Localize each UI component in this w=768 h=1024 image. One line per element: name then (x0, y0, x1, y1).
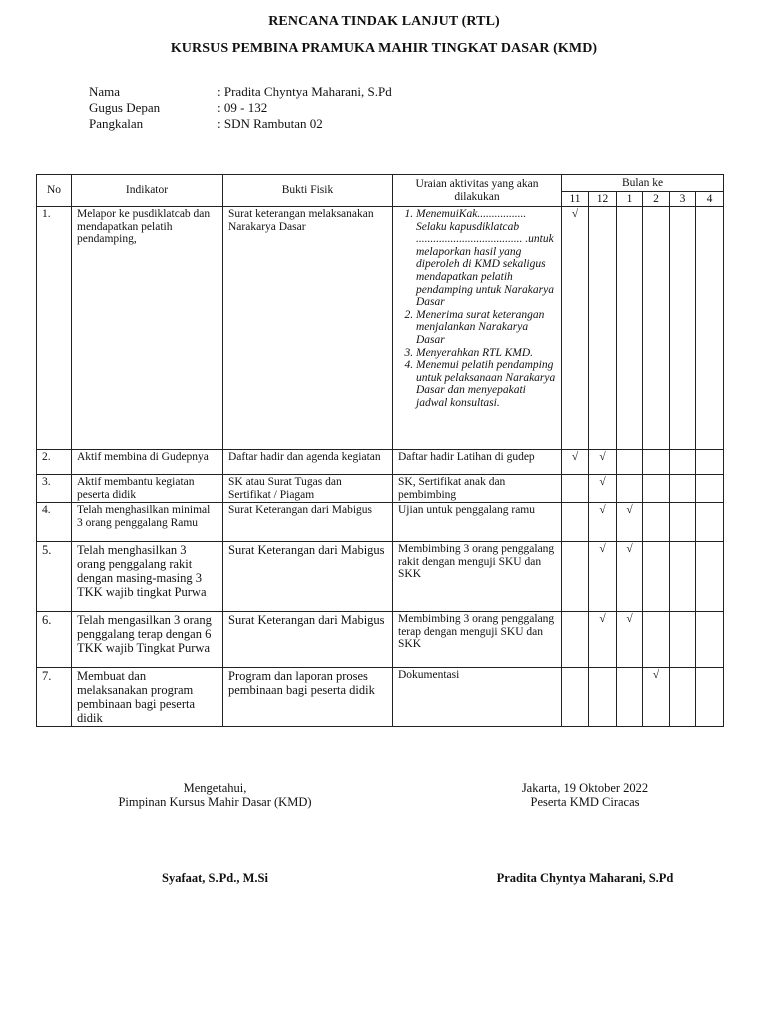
row-number: 7. (37, 668, 72, 727)
month-check (643, 612, 670, 668)
row-bukti-fisik: Surat Keterangan dari Mabigus (223, 542, 393, 612)
row-indikator: Telah menghasilkan minimal 3 orang penggalang Ramu (72, 503, 223, 542)
signatory-left-name: Syafaat, S.Pd., M.Si (162, 871, 268, 885)
month-check (643, 475, 670, 503)
month-check (670, 475, 696, 503)
header-month: 1 (617, 192, 643, 207)
month-check (696, 503, 724, 542)
month-check: √ (589, 475, 617, 503)
month-check (617, 450, 643, 475)
table-row (37, 612, 724, 668)
row-bukti-fisik: Surat Keterangan dari Mabigus (223, 503, 393, 542)
header-month: 2 (643, 192, 670, 207)
header-indikator: Indikator (72, 175, 223, 207)
identity-label: Nama (89, 84, 121, 99)
activity-item: 4. Menemui pelatih pendamping untuk pelaksanaan Narakarya Dasar dan menyepakati jadwal konsultasi. (416, 359, 556, 409)
identity-row-pangkalan (89, 116, 392, 132)
signature-left-line1: Mengetahui, (183, 781, 247, 795)
month-check: √ (589, 503, 617, 542)
month-check: √ (562, 207, 589, 450)
header-month: 12 (589, 192, 617, 207)
row-number: 5. (37, 542, 72, 612)
month-check (696, 475, 724, 503)
month-check (617, 207, 643, 450)
month-check (617, 475, 643, 503)
month-check (643, 542, 670, 612)
activity-item: 2. Menerima surat keterangan menjalankan Narakarya Dasar (416, 309, 556, 347)
month-check (589, 668, 617, 727)
row-number: 3. (37, 475, 72, 503)
identity-value: : SDN Rambutan 02 (217, 116, 323, 131)
header-bukti-fisik: Bukti Fisik (223, 175, 393, 207)
row-indikator: Aktif membina di Gudepnya (72, 450, 223, 475)
signature-right-line1: Jakarta, 19 Oktober 2022 (521, 781, 649, 795)
row-number: 1. (37, 207, 72, 450)
month-check (562, 475, 589, 503)
identity-label: Gugus Depan (89, 100, 161, 115)
month-check (670, 207, 696, 450)
table-row (37, 542, 724, 612)
row-uraian: Membimbing 3 orang penggalang rakit dengan menguji SKU dan SKK (393, 542, 562, 612)
table-row (37, 503, 724, 542)
header-month: 11 (562, 192, 589, 207)
row-number: 2. (37, 450, 72, 475)
month-check (670, 542, 696, 612)
row-uraian: Dokumentasi (393, 668, 562, 727)
row-number: 6. (37, 612, 72, 668)
signature-left-line2: Pimpinan Kursus Mahir Dasar (KMD) (118, 795, 312, 809)
activity-list (398, 208, 556, 410)
row-uraian: Membimbing 3 orang penggalang terap dengan menguji SKU dan SKK (393, 612, 562, 668)
month-check (562, 542, 589, 612)
month-check (562, 503, 589, 542)
row-indikator: Telah menghasilkan 3 orang penggalang rakit dengan masing-masing 3 TKK wajib tingkat Purwa (72, 542, 223, 612)
month-check (562, 668, 589, 727)
row-uraian (393, 207, 562, 450)
row-bukti-fisik: Daftar hadir dan agenda kegiatan (223, 450, 393, 475)
month-check (617, 668, 643, 727)
row-uraian: Daftar hadir Latihan di gudep (393, 450, 562, 475)
row-uraian: SK, Sertifikat anak dan pembimbing (393, 475, 562, 503)
month-check: √ (617, 503, 643, 542)
signatory-right-name: Pradita Chyntya Maharani, S.Pd (496, 871, 674, 885)
header-month: 4 (696, 192, 724, 207)
month-check (643, 450, 670, 475)
identity-value: : Pradita Chyntya Maharani, S.Pd (217, 84, 392, 99)
signature-block-left (60, 781, 370, 809)
identity-row-nama (89, 84, 392, 100)
month-check (643, 207, 670, 450)
month-check (696, 542, 724, 612)
month-check: √ (617, 542, 643, 612)
header-no: No (37, 175, 72, 207)
signature-right-line2: Peserta KMD Ciracas (530, 795, 640, 809)
month-check: √ (589, 542, 617, 612)
table-row (37, 450, 724, 475)
rtl-table (36, 174, 724, 727)
month-check (696, 450, 724, 475)
row-indikator: Aktif membantu kegiatan peserta didik (72, 475, 223, 503)
month-check: √ (589, 450, 617, 475)
month-check (696, 207, 724, 450)
month-check (670, 668, 696, 727)
month-check: √ (643, 668, 670, 727)
table-row (37, 475, 724, 503)
activity-item: 3. Menyerahkan RTL KMD. (416, 347, 556, 360)
row-indikator: Melapor ke pusdiklatcab dan mendapatkan pelatih pendamping, (72, 207, 223, 450)
month-check (670, 503, 696, 542)
row-bukti-fisik: Surat keterangan melaksanakan Narakarya Dasar (223, 207, 393, 450)
row-bukti-fisik: SK atau Surat Tugas dan Sertifikat / Piagam (223, 475, 393, 503)
activity-item: 1. MenemuiKak................. Selaku kapusdiklatcab ..................................... .untuk melaporkan hasil yang diperoleh di KMD sekaligus mendapatkan pelatih pendamping untuk Narakarya Dasar (416, 208, 556, 309)
row-number: 4. (37, 503, 72, 542)
month-check: √ (589, 612, 617, 668)
row-bukti-fisik: Program dan laporan proses pembinaan bagi peserta didik (223, 668, 393, 727)
row-indikator: Telah mengasilkan 3 orang penggalang terap dengan 6 TKK wajib Tingkat Purwa (72, 612, 223, 668)
document-title: RENCANA TINDAK LANJUT (RTL) (268, 14, 500, 29)
month-check (670, 612, 696, 668)
header-month: 3 (670, 192, 696, 207)
table-row (37, 668, 724, 727)
month-check (562, 612, 589, 668)
identity-value: : 09 - 132 (217, 100, 268, 115)
month-check: √ (562, 450, 589, 475)
month-check (643, 503, 670, 542)
month-check: √ (617, 612, 643, 668)
month-check (589, 207, 617, 450)
row-bukti-fisik: Surat Keterangan dari Mabigus (223, 612, 393, 668)
header-uraian: Uraian aktivitas yang akan dilakukan (393, 175, 562, 207)
identity-block (89, 84, 392, 132)
row-uraian: Ujian untuk penggalang ramu (393, 503, 562, 542)
table-row (37, 207, 724, 450)
row-indikator: Membuat dan melaksanakan program pembinaan bagi peserta didik (72, 668, 223, 727)
month-check (696, 668, 724, 727)
document-subtitle: KURSUS PEMBINA PRAMUKA MAHIR TINGKAT DASAR (KMD) (170, 41, 598, 56)
header-bulan: Bulan ke (562, 175, 724, 192)
month-check (670, 450, 696, 475)
identity-label: Pangkalan (89, 116, 144, 131)
identity-row-gugus-depan (89, 100, 392, 116)
month-check (696, 612, 724, 668)
signature-block-right (470, 781, 700, 809)
